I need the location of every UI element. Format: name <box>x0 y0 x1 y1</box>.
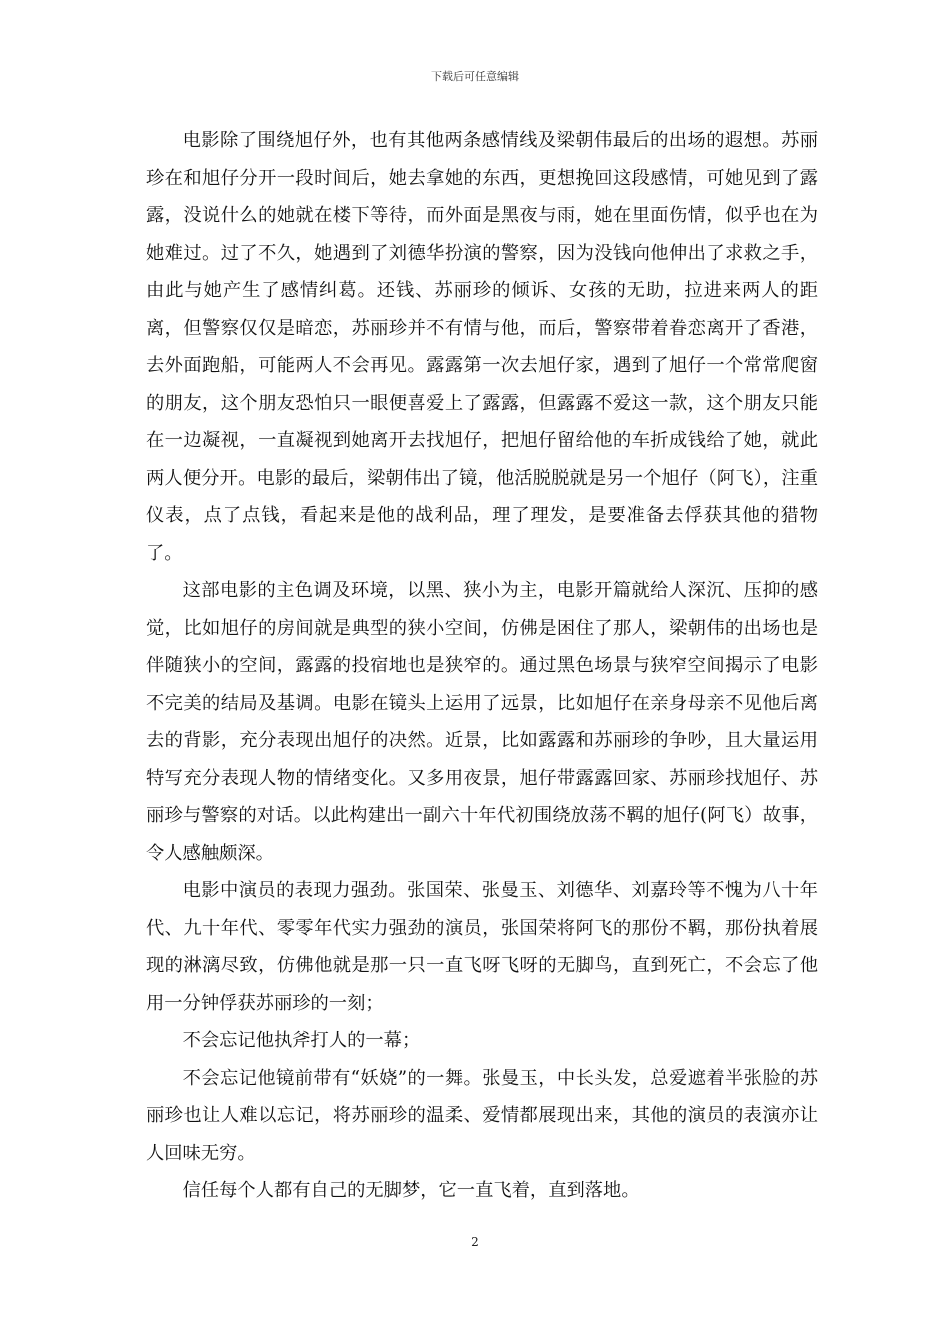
paragraph-5: 不会忘记他镜前带有“妖娆”的一舞。张曼玉，中长头发，总爱遮着半张脸的苏丽珍也让人难以忘记，将苏丽珍的温柔、爱情都展现出来，其他的演员的表演亦让人回味无穷。 <box>146 1067 818 1164</box>
body-text <box>146 122 818 1210</box>
paragraph-6: 信任每个人都有自己的无脚梦，它一直飞着，直到落地。 <box>182 1180 640 1201</box>
paragraph-2: 这部电影的主色调及环境，以黑、狭小为主，电影开篇就给人深沉、压抑的感觉，比如旭仔的房间就是典型的狭小空间，仿佛是困住了那人，梁朝伟的出场也是伴随狭小的空间，露露的投宿地也是狭窄的。通过黑色场景与狭窄空间揭示了电影不完美的结局及基调。电影在镜头上运用了远景，比如旭仔在亲身母亲不见他后离去的背影，充分表现出旭仔的决然。近景，比如露露和苏丽珍的争吵，且大量运用特写充分表现人物的情绪变化。又多用夜景，旭仔带露露回家、苏丽珍找旭仔、苏丽珍与警察的对话。以此构建出一副六十年代初围绕放荡不羁的旭仔(阿飞）故事，令人感触颇深。 <box>146 580 818 864</box>
page-header: 下载后可任意编辑 <box>431 70 519 83</box>
paragraph-3: 电影中演员的表现力强劲。张国荣、张曼玉、刘德华、刘嘉玲等不愧为八十年代、九十年代、零零年代实力强劲的演员，张国荣将阿飞的那份不羁，那份执着展现的淋漓尽致，仿佛他就是那一只一直飞呀飞呀的无脚鸟，直到死亡，不会忘了他用一分钟俘获苏丽珍的一刻； <box>146 880 818 1014</box>
paragraph-1: 电影除了围绕旭仔外，也有其他两条感情线及梁朝伟最后的出场的遐想。苏丽珍在和旭仔分开一段时间后，她去拿她的东西，更想挽回这段感情，可她见到了露露，没说什么的她就在楼下等待，而外面是黑夜与雨，她在里面伤情，似乎也在为她难过。过了不久，她遇到了刘德华扮演的警察，因为没钱向他伸出了求救之手，由此与她产生了感情纠葛。还钱、苏丽珍的倾诉、女孩的无助，拉进来两人的距离，但警察仅仅是暗恋，苏丽珍并不有情与他，而后，警察带着眷恋离开了香港，去外面跑船，可能两人不会再见。露露第一次去旭仔家，遇到了旭仔一个常常爬窗的朋友，这个朋友恐怕只一眼便喜爱上了露露，但露露不爱这一款，这个朋友只能在一边凝视，一直凝视到她离开去找旭仔，把旭仔留给他的车折成钱给了她，就此两人便分开。电影的最后，梁朝伟出了镜，他活脱脱就是另一个旭仔（阿飞），注重仪表，点了点钱，看起来是他的战利品，理了理发，是要准备去俘获其他的猎物了。 <box>146 130 818 564</box>
paragraph-4: 不会忘记他执斧打人的一幕； <box>182 1030 421 1051</box>
page-number: 2 <box>471 1235 479 1249</box>
